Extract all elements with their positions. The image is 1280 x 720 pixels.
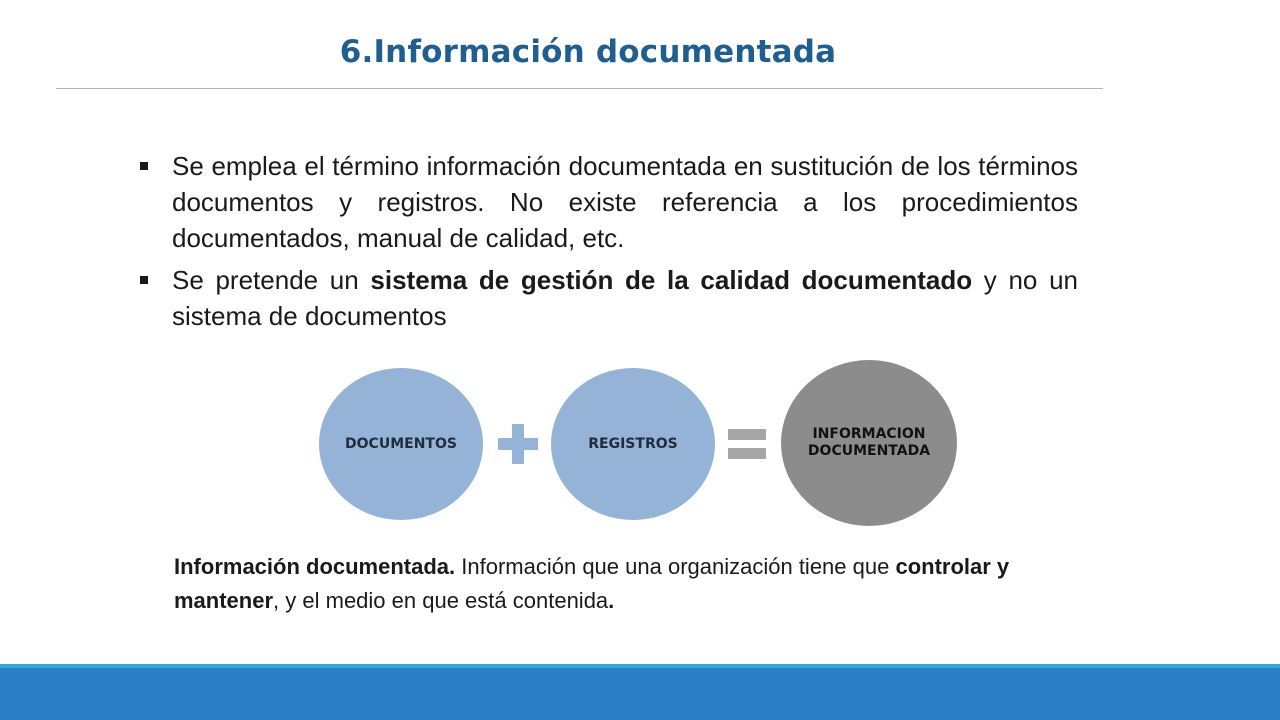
definition-bold: controlar y mantener <box>174 554 1010 613</box>
bullet-list <box>130 148 1078 340</box>
circle-documentos <box>319 368 483 520</box>
title-divider <box>56 88 1103 89</box>
plus-icon <box>498 424 538 464</box>
result-label <box>808 426 930 460</box>
equals-icon <box>728 429 766 459</box>
definition-period: . <box>608 588 615 613</box>
bullet-marker-icon <box>140 276 148 284</box>
bullet-text-end: y no un sistema de documentos <box>172 265 1078 331</box>
circle-informacion-documentada <box>781 360 957 526</box>
circle-documentos-label: DOCUMENTOS <box>345 436 457 452</box>
bullet-item <box>130 262 1078 334</box>
result-label-line2: DOCUMENTADA <box>807 443 931 459</box>
circle-registros-label: REGISTROS <box>588 436 678 452</box>
result-label-line1: INFORMACION <box>812 426 926 442</box>
bullet-text: Se pretende un <box>172 265 371 295</box>
bullet-item <box>130 148 1078 256</box>
footer-bar <box>0 668 1280 720</box>
content-image <box>130 140 1100 615</box>
bullet-marker-icon <box>140 162 148 170</box>
definition-body: Información que una organización tiene que <box>455 554 896 579</box>
definition-term: Información documentada. <box>174 554 456 579</box>
definition-text <box>174 550 1079 615</box>
bullet-bold-text: sistema de gestión de la calidad documentado <box>370 265 973 295</box>
circle-registros <box>551 368 715 520</box>
slide-title: 6.Información documentada <box>339 34 837 70</box>
definition-body-end: , y el medio en que está contenida <box>273 588 609 613</box>
bullet-text: Se emplea el término información documentada en sustitución de los términos documentos y registros. No existe referencia a los procedimientos documentados, manual de calidad, etc. <box>172 151 1078 253</box>
